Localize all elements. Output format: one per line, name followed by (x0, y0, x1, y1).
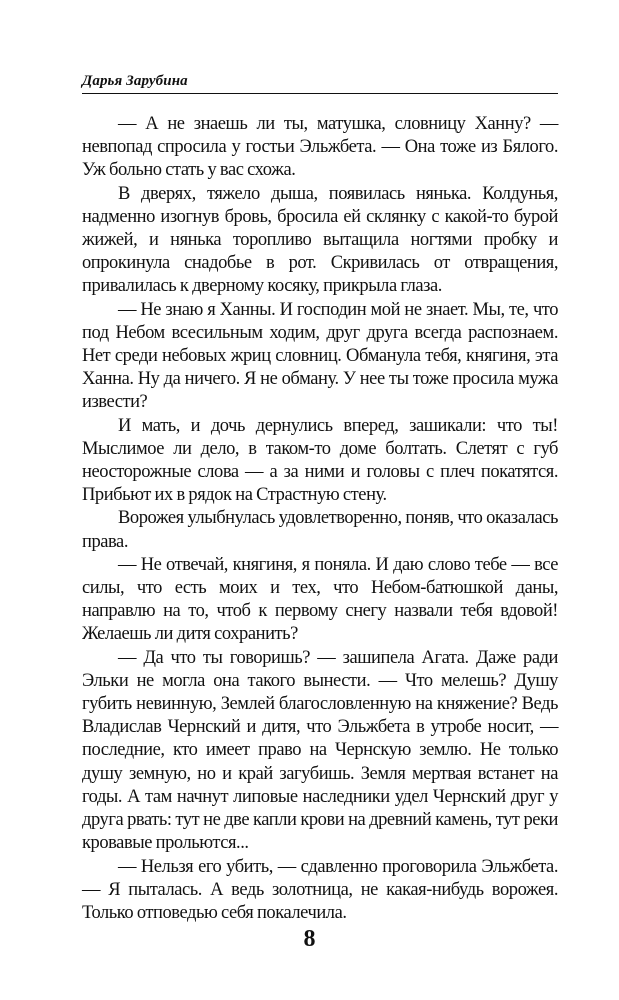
paragraph-4: И мать, и дочь дернулись вперед, зашикали: что ты! Мыслимое ли дело, в таком-то доме болтать. Слетят с губ неосторожные слова — а за ними и головы с плеч покатятся. Прибьют их в рядок на Страстную стену. (82, 415, 558, 506)
paragraph-6: — Не отвечай, княгиня, я поняла. И даю слово тебе — все силы, что есть моих и тех, что Небом-батюшкой даны, направлю на то, чтоб к первому снегу назвали тебя вдовой! Желаешь ли дитя сохранить? (82, 554, 558, 645)
body-text (82, 113, 558, 925)
running-head-author: Дарья Зарубина (82, 73, 188, 89)
paragraph-1: — А не знаешь ли ты, матушка, словницу Ханну? — невпопад спросила у гостьи Эльжбета. — Она тоже из Бялого. Уж больно стать у вас схожа. (82, 114, 558, 181)
paragraph-2: В дверях, тяжело дыша, появилась нянька. Колдунья, надменно изогнув бровь, бросила ей склянку с какой-то бурой жижей, и нянька торопливо вытащила ногтями пробку и опрокинула снадобье в рот. Скривилась от отвращения, привалилась к дверному косяку, прикрыла глаза. (82, 183, 558, 297)
paragraph-8: — Нельзя его убить, — сдавленно проговорила Эльжбета. — Я пыталась. А ведь золотница, не какая-нибудь ворожея. Только отповедью себя покалечила. (82, 856, 558, 923)
header-rule (82, 93, 558, 94)
paragraph-7: — Да что ты говоришь? — зашипела Агата. Даже ради Эльки не могла она такого вынести. — Что мелешь? Душу губить невинную, Землей благословленную на княжение? Ведь Владислав Чернский и дитя, что Эльжбета в утробе носит, — последние, кто имеет право на Чернскую землю. Не только душу земную, но и край загубишь. Земля мертвая встанет на годы. А там начнут липовые наследники удел Чернский друг у друга рвать: тут не две капли крови на древний камень, тут реки кровавые прольются... (82, 647, 558, 854)
page-number: 8 (303, 926, 316, 952)
paragraph-5: Ворожея улыбнулась удовлетворенно, поняв, что оказалась права. (82, 508, 558, 552)
paragraph-3: — Не знаю я Ханны. И господин мой не знает. Мы, те, что под Небом всесильным ходим, друг друга всегда распознаем. Нет среди небовых жриц словниц. Обманула тебя, княгиня, эта Ханна. Ну да ничего. Я не обману. У нее ты тоже просила мужа извести? (82, 299, 558, 413)
